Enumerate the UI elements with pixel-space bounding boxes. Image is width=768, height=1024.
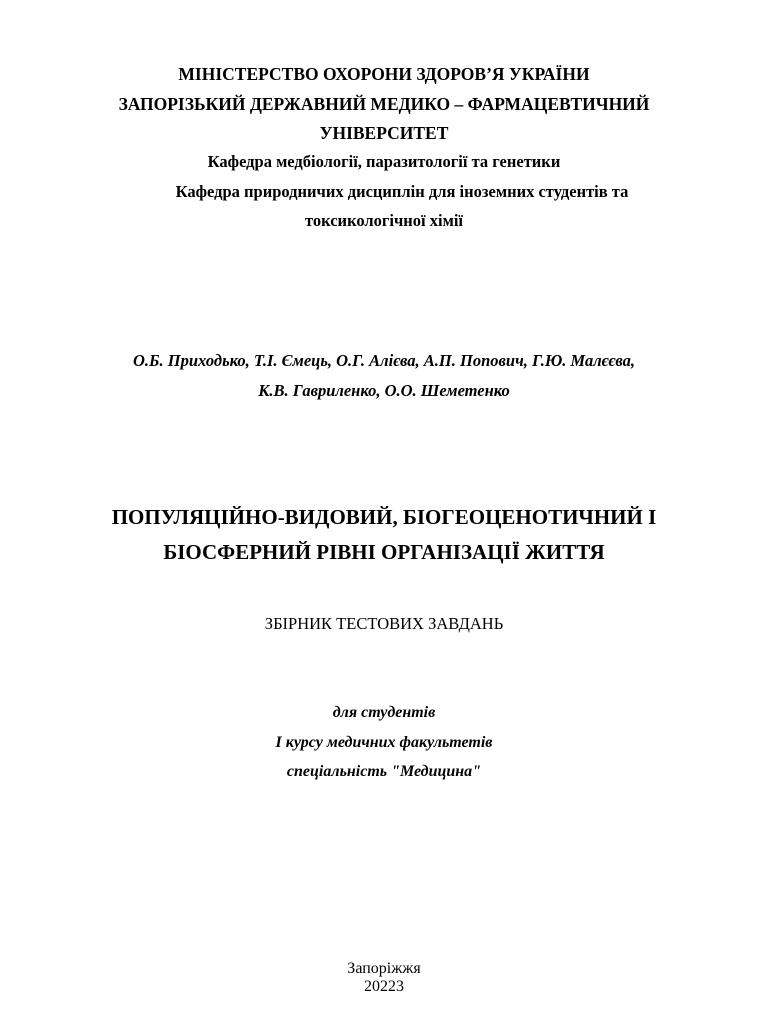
audience-line1: для студентів [332,704,436,721]
authors-line1: О.Б. Приходько, Т.І. Ємець, О.Г. Алієва, А.П. Попович, Г.Ю. Малєєва, [132,351,636,370]
document-subtitle: ЗБІРНИК ТЕСТОВИХ ЗАВДАНЬ [264,614,504,633]
ministry-heading: МІНІСТЕРСТВО ОХОРОНИ ЗДОРОВ’Я УКРАЇНИ [178,64,590,84]
audience-line2: І курсу медичних факультетів [275,734,493,751]
department-heading-1: Кафедра медбіології, паразитології та генетики [207,152,561,171]
footer-year: 20223 [364,978,404,995]
document-title-line2: БІОСФЕРНИЙ РІВНІ ОРГАНІЗАЦІЇ ЖИТТЯ [163,540,605,564]
audience-line3: спеціальність "Медицина" [286,763,482,780]
footer-city: Запоріжжя [347,960,421,977]
department-heading-2-line1: Кафедра природничих дисциплін для іноземних студентів та [175,182,629,201]
department-heading-2-line2: токсикологічної хімії [305,211,463,230]
university-heading-line2: УНІВЕРСИТЕТ [319,123,449,143]
authors-line2: К.В. Гавриленко, О.О. Шеметенко [258,381,510,400]
university-heading-line1: ЗАПОРІЗЬКИЙ ДЕРЖАВНИЙ МЕДИКО – ФАРМАЦЕВТИЧНИЙ [118,94,650,114]
document-title-line1: ПОПУЛЯЦІЙНО-ВИДОВИЙ, БІОГЕОЦЕНОТИЧНИЙ І [111,505,657,529]
